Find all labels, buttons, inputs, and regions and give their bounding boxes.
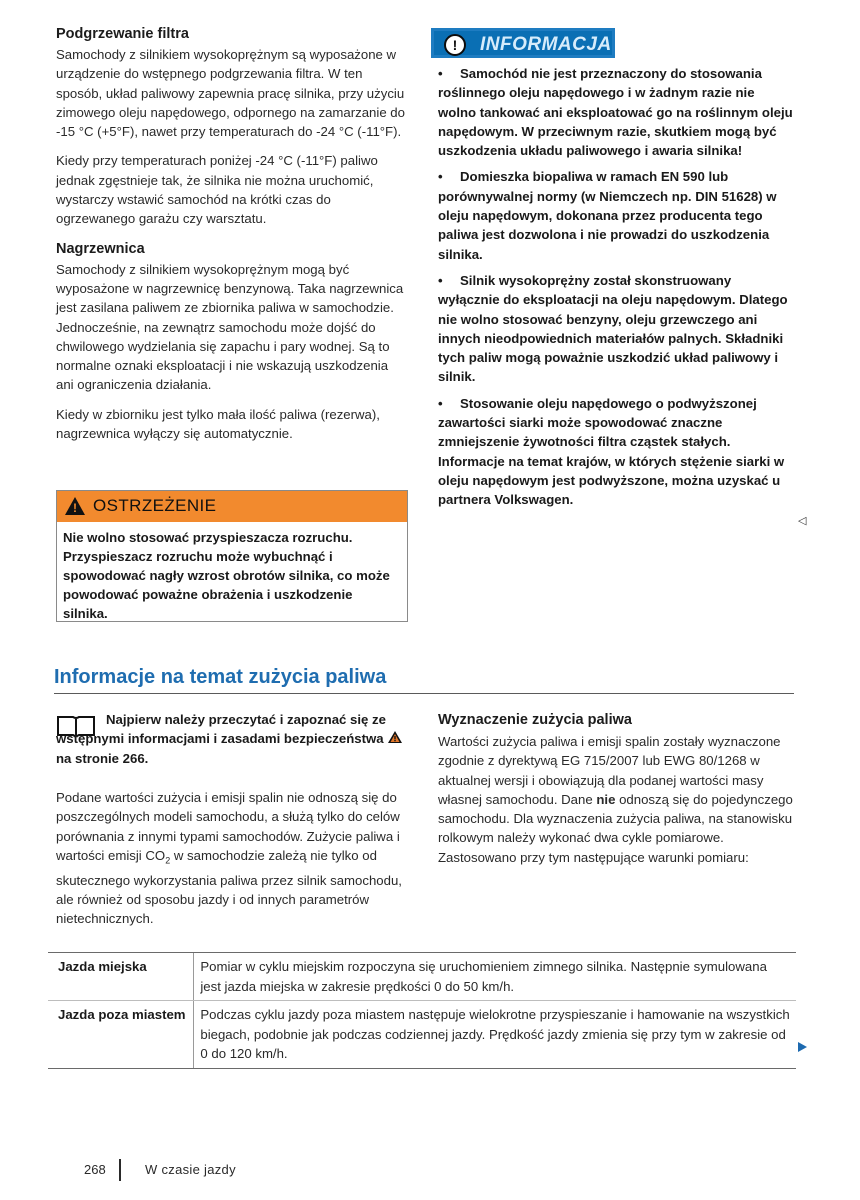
table-row-text: Podczas cyklu jazdy poza miastem następuje wielokrotne przyspieszanie i hamowanie na wszystkich biegach, podobnie jak podczas codziennej jazdy. Prędkość jazdy zmienia się przy tym w zakresie od 0 do 120 km/h.: [194, 1001, 796, 1069]
heading-consumption-determination: Wyznaczenie zużycia paliwa: [438, 712, 632, 728]
paragraph-filter-heating-2: Kiedy przy temperaturach poniżej -24 °C (-11°F) paliwo jednak zgęstnieje tak, że silnika nie można uruchomić, wystarczy wstawić samochód na krótki czas do ogrzewanego garażu czy warsztatu.: [56, 153, 378, 227]
left-column-top: [56, 26, 406, 453]
right-column-bottom: [438, 712, 794, 867]
reference-note: [56, 710, 406, 768]
section-title: Informacje na temat zużycia paliwa: [54, 666, 387, 688]
warning-box: [56, 490, 408, 622]
reference-page[interactable]: na stronie 266.: [56, 750, 149, 766]
chapter-title: W czasie jazdy: [145, 1162, 236, 1177]
table-row-text: Pomiar w cyklu miejskim rozpoczyna się uruchomieniem zimnego silnika. Następnie symulowana jest jazda miejska w zakresie prędkości 0 do 50 km/h.: [194, 953, 796, 1001]
section-end-icon: ◁: [798, 515, 807, 527]
info-item: • Samochód nie jest przeznaczony do stosowania roślinnego oleju napędowego i w żadnym razie nie wolno tankować ani eksploatować go na roślinnym oleju napędowym. W przeciwnym razie, skutkiem mogą być uszkodzenia układu paliwowego i awaria silnika!: [438, 66, 793, 159]
warning-triangle-icon: [387, 730, 403, 744]
paragraph-consumption-info: Podane wartości zużycia i emisji spalin nie odnoszą się do poszczególnych modeli samochodu, a służą tylko do celów porównania z innymi typami samochodów. Zużycie paliwa i wartości emisji $CO_2$ w samochodzie zależą nie tylko od skutecznego wykorzystania paliwa przez silnik samochodu, ale również od sposobu jazdy i od innych parametrów nietechnicznych.: [56, 790, 402, 927]
reference-text: Najpierw należy przeczytać i zapoznać się ze wstępnymi informacjami i zasadami bezpieczeństwa: [56, 712, 386, 747]
section-divider: [54, 693, 794, 694]
warning-header: [57, 491, 407, 522]
table-row-label: Jazda poza miastem: [48, 1001, 194, 1069]
warning-text: Nie wolno stosować przyspieszacza rozruchu. Przyspieszacz rozruchu może wybuchnąć i spowodować nagły wzrost obrotów silnika, co może powodować poważne obrażenia i uszkodzenie silnika.: [63, 530, 390, 621]
table-row: [48, 953, 796, 1001]
info-item: • Stosowanie oleju napędowego o podwyższonej zawartości siarki może spowodować znaczne zmniejszenie żywotności filtra cząstek stałych. Informacje na temat krajów, w których stężenie siarki w oleju napędowym jest podwyższone, można uzyskać u partnera Volkswagen.: [438, 395, 785, 508]
info-item: • Silnik wysokoprężny został skonstruowany wyłącznie do eksploatacji na oleju napędowym. Dlatego nie wolno stosować benzyny, oleju grzewczego ani innych nieodpowiednich materiałów palnych. Składniki tych paliw mogą poważnie uszkodzić układ paliwowy i silnik.: [438, 272, 788, 385]
info-header: [431, 28, 615, 58]
paragraph-consumption-determination: Wartości zużycia paliwa i emisji spalin zostały wyznaczone zgodnie z dyrektywą EG 715/2007 lub EWG 80/1268 w aktualnej wersji i obowiązują dla podanej wartości masy własnej samochodu. Dane nie odnoszą się do pojedynczego samochodu. Dla wyznaczenia zużycia paliwa, na stanowisku rolkowym należy wykonać dwa cykle pomiarowe. Zastosowano przy tym następujące warunki pomiaru:: [438, 734, 793, 865]
footer-divider: [119, 1159, 121, 1181]
info-label: INFORMACJA: [480, 34, 612, 55]
info-item: • Domieszka biopaliwa w ramach EN 590 lub porównywalnej normy (w Niemczech np. DIN 51628) w oleju napędowym, dokonana przez producenta tego paliwa jest dozwolona i nie prowadzi do uszkodzenia silnika.: [438, 169, 777, 262]
table-row: [48, 1001, 796, 1069]
page-number: 268: [84, 1162, 106, 1177]
measurement-table: [48, 952, 796, 1069]
heading-filter-heating: Podgrzewanie filtra: [56, 26, 189, 42]
paragraph-heater-1: Samochody z silnikiem wysokoprężnym mogą być wyposażone w nagrzewnicę benzynową. Taka nagrzewnica jest zasilana paliwem ze zbiornika paliwa w samochodzie. Jednocześnie, na zewnątrz samochodu może dojść do chwilowego wydzielania się zapachu i pary wodnej. Są to normalne oznaki eksploatacji i nie wskazują uszkodzenia ani ograniczenia działania.: [56, 261, 404, 393]
info-list: [438, 64, 794, 517]
heading-heater: Nagrzewnica: [56, 240, 145, 257]
paragraph-filter-heating-1: Samochody z silnikiem wysokoprężnym są wyposażone w urządzenie do wstępnego podgrzewania filtra. W ten sposób, układ paliwowy zapewnia pracę silnika, przy użyciu zimowego oleju napędowego, odpornego na zamarzanie do -15 °C (+5°F), nawet przy temperaturach do -24 °C (-11°F).: [56, 47, 405, 140]
next-page-arrow-icon[interactable]: [798, 1042, 807, 1052]
info-exclamation-icon: !: [444, 34, 466, 56]
warning-label: OSTRZEŻENIE: [93, 496, 217, 515]
table-row-label: Jazda miejska: [48, 953, 194, 1001]
warning-triangle-icon: !: [65, 497, 85, 515]
paragraph-heater-2: Kiedy w zbiorniku jest tylko mała ilość paliwa (rezerwa), nagrzewnica wyłączy się automatycznie.: [56, 406, 380, 442]
